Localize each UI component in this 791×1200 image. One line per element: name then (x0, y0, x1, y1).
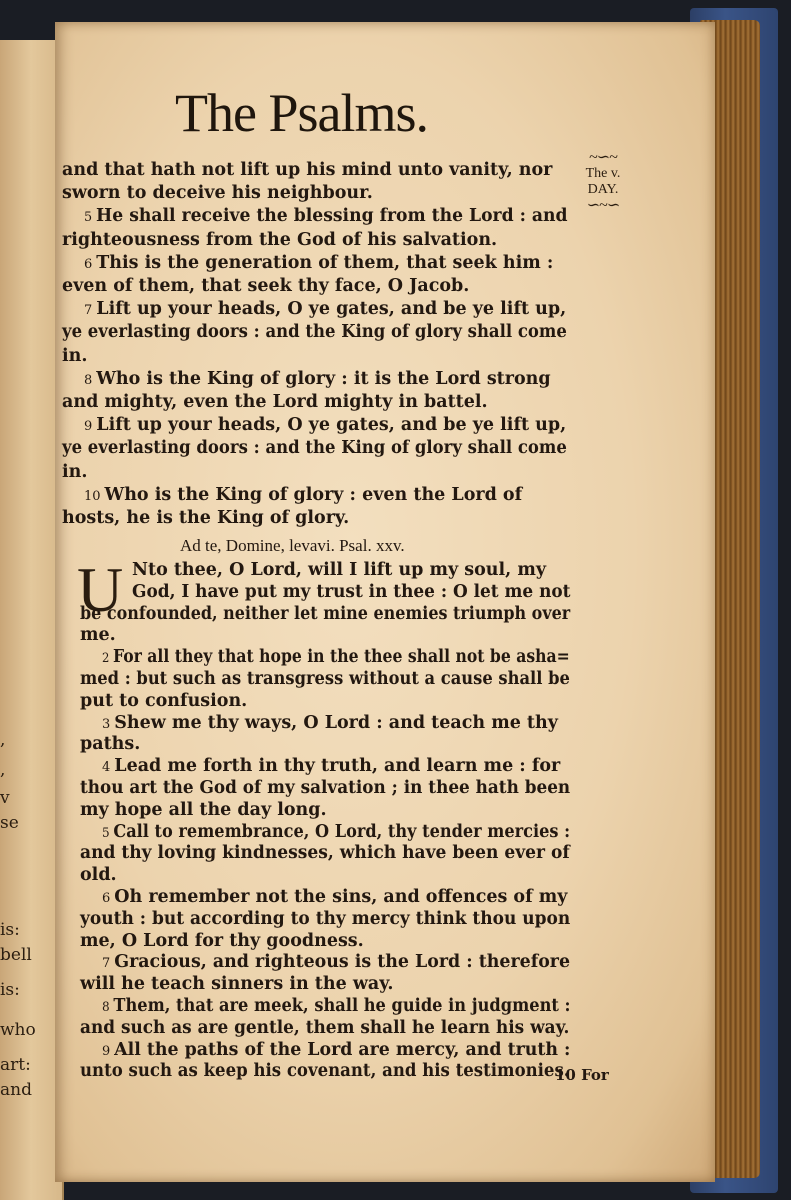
verse-line (62, 392, 488, 412)
verse-text: and mighty, even the Lord mighty in battel. (62, 392, 488, 412)
verse-line (102, 996, 571, 1016)
verse-text: Who is the King of glory : even the Lord of (104, 484, 523, 505)
verse-line (80, 800, 327, 820)
drop-cap-initial: U (77, 554, 124, 625)
verse-line (102, 952, 570, 972)
verse-number: 7 (102, 956, 111, 972)
verse-number: 8 (102, 1000, 110, 1015)
left-margin-fragment: , (0, 760, 6, 780)
margin-note-line: DAY. (587, 182, 619, 197)
verse-number: 2 (102, 651, 110, 667)
verse-text: Lift up your heads, O ye gates, and be ye lift up, (96, 299, 567, 320)
verse-line (102, 887, 567, 907)
margin-note-line: The v. (585, 166, 621, 181)
verse-text: Gracious, and righteous is the Lord : therefore (114, 952, 571, 973)
verse-number: 5 (102, 825, 110, 841)
verse-text: Oh remember not the sins, and offences of my (114, 887, 568, 907)
verse-line (62, 276, 469, 296)
verse-line (80, 909, 570, 929)
verse-text: even of them, that seek thy face, O Jacob. (62, 276, 470, 296)
verse-text: hosts, he is the King of glory. (62, 508, 350, 528)
verse-text: Nto thee, O Lord, will I lift up my soul, my (132, 560, 547, 580)
verse-line (102, 713, 558, 733)
left-margin-fragment: se (0, 813, 19, 833)
verse-text: This is the generation of them, that seek him : (96, 252, 554, 273)
left-margin-fragment: bell (0, 945, 32, 965)
verse-text: ye everlasting doors : and the King of glory shall come (62, 322, 567, 343)
verse-line (102, 647, 570, 667)
verse-text: Lead me forth in thy truth, and learn me : for (114, 756, 561, 777)
verse-line (80, 1018, 569, 1038)
verse-number: 8 (84, 372, 93, 388)
verse-number: 7 (84, 303, 93, 319)
verse-line (62, 183, 373, 203)
verse-line (80, 865, 117, 885)
left-margin-fragment: is: (0, 920, 20, 940)
verse-text: Them, that are meek, shall he guide in judgment : (113, 996, 571, 1016)
verse-line (84, 206, 568, 226)
verse-text: sworn to deceive his neighbour. (62, 183, 373, 204)
verse-line (84, 369, 551, 389)
left-margin-fragment: art: (0, 1055, 31, 1075)
verse-text: thou art the God of my salvation ; in thee hath been (80, 778, 571, 798)
verse-number: 3 (102, 716, 111, 732)
verse-line (80, 1061, 570, 1081)
verse-line (102, 756, 560, 776)
verse-text: righteousness from the God of his salvation. (62, 229, 498, 250)
verse-line (132, 582, 570, 602)
verse-line (62, 160, 552, 180)
verse-text: and thy loving kindnesses, which have been ever of (80, 843, 570, 864)
verse-number: 9 (84, 419, 93, 435)
verse-text: me, O Lord for thy goodness. (80, 930, 364, 951)
verse-text: put to confusion. (80, 690, 248, 711)
verse-number: 6 (102, 891, 111, 906)
left-margin-fragment: is: (0, 980, 20, 1000)
verse-text: ye everlasting doors : and the King of glory shall come (62, 438, 567, 459)
verse-line (80, 625, 116, 645)
verse-number: 6 (84, 256, 93, 272)
left-margin-fragment: and (0, 1080, 32, 1100)
verse-line (62, 462, 87, 482)
verse-line (80, 669, 570, 689)
verse-line (102, 822, 570, 842)
verse-line (80, 974, 393, 994)
verse-text: old. (80, 865, 117, 886)
left-margin-fragment: who (0, 1020, 36, 1040)
left-margin-fragment: , (0, 730, 6, 750)
verse-text: in. (62, 345, 88, 366)
verse-line (80, 691, 247, 711)
verse-text: Call to remembrance, O Lord, thy tender mercies : (113, 821, 571, 842)
verse-text: Lift up your heads, O ye gates, and be ye lift up, (96, 415, 567, 436)
verse-text: youth : but according to thy mercy think thou upon (80, 908, 571, 929)
verse-text: All the paths of the Lord are mercy, and truth : (114, 1039, 571, 1060)
margin-day-note (568, 150, 638, 214)
verse-line (80, 843, 570, 863)
verse-text: be confounded, neither let mine enemies triumph over (80, 603, 571, 624)
left-margin-fragment: v (0, 788, 10, 808)
verse-line (80, 604, 570, 624)
verse-line (80, 931, 364, 951)
ornament-icon: ∽~∽ (586, 197, 620, 214)
verse-line (84, 299, 566, 319)
verse-text: paths. (80, 734, 141, 755)
verse-text: me. (80, 625, 116, 646)
verse-text: and such as are gentle, them shall he learn his way. (80, 1017, 570, 1038)
verse-text: my hope all the day long. (80, 799, 327, 820)
ornament-icon: ~∽~ (589, 149, 617, 166)
verse-line (62, 438, 567, 458)
verse-text: God, I have put my trust in thee : O let me not (132, 581, 571, 602)
verse-line (84, 485, 522, 505)
verse-text: med : but such as transgress without a cause shall be (80, 669, 570, 689)
verse-line (62, 346, 87, 366)
verse-line (62, 322, 567, 342)
verse-line (80, 778, 570, 798)
verse-line (62, 508, 349, 528)
verse-text: unto such as keep his covenant, and his testimonies. (80, 1061, 570, 1082)
verse-line (84, 253, 553, 273)
verse-text: Who is the King of glory : it is the Lord strong (96, 368, 551, 389)
verse-line (132, 560, 546, 580)
psalm-title: Ad te, Domine, levavi. Psal. xxv. (180, 536, 405, 555)
verse-text: in. (62, 461, 88, 482)
verse-text: Shew me thy ways, O Lord : and teach me thy (114, 712, 558, 733)
verse-number: 4 (102, 760, 111, 776)
verse-line (62, 230, 497, 250)
verse-number: 5 (84, 210, 93, 226)
verse-line (102, 1040, 570, 1060)
verse-number: 10 (84, 488, 101, 504)
verse-text: He shall receive the blessing from the Lord : and (96, 206, 568, 227)
page-header-title: The Psalms. (175, 83, 428, 143)
verse-line (80, 734, 140, 754)
verse-text: and that hath not lift up his mind unto vanity, nor (62, 160, 553, 180)
verse-line (84, 415, 566, 435)
catchword: 10 For (555, 1066, 609, 1084)
verse-text: will he teach sinners in the way. (80, 974, 394, 995)
verse-number: 9 (102, 1043, 111, 1059)
verse-text: For all they that hope in the thee shall not be asha= (112, 647, 570, 668)
